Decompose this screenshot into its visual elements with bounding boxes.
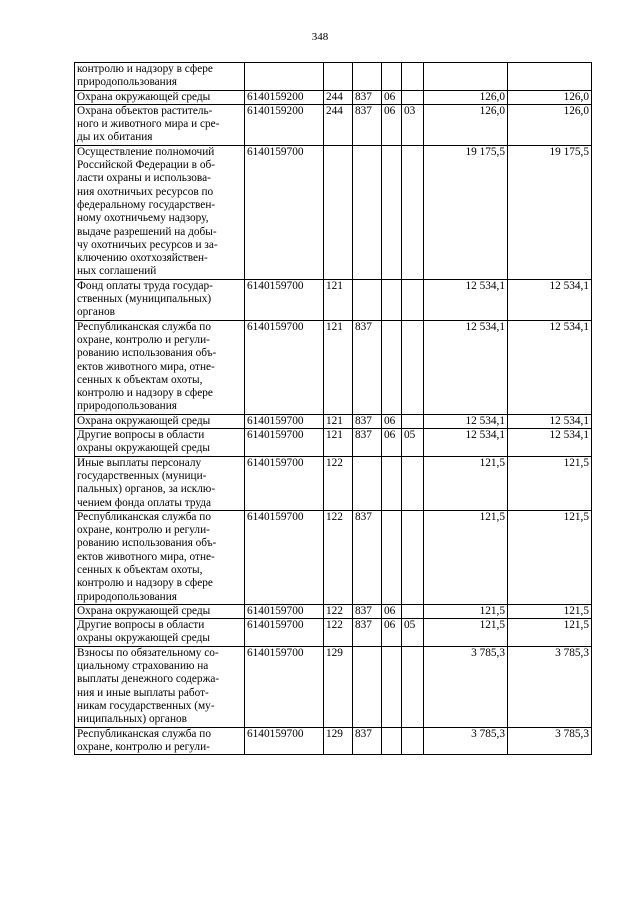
expense-name-line: федеральному государствен- — [77, 198, 216, 211]
expense-name-line: Взносы по обязательному со- — [77, 646, 219, 659]
expense-name-line: ектов животного мира, отне- — [77, 360, 215, 373]
department-code-cell — [353, 456, 382, 510]
table-body — [75, 63, 592, 755]
expense-name-line: ектов животного мира, отне- — [77, 550, 215, 563]
expense-name-line: контролю и надзору в сфере — [77, 387, 213, 400]
target-article-code-cell: 6140159700 — [245, 429, 324, 457]
subsection-code-cell: 05 — [402, 619, 424, 647]
expense-name-cell — [75, 727, 245, 755]
expense-name-line: ды их обитания — [77, 131, 153, 144]
section-code-cell: 06 — [382, 104, 402, 145]
expense-name-line: циальному страхованию на — [77, 660, 209, 673]
amount-year-1-cell: 121,5 — [424, 510, 508, 604]
department-code-cell — [353, 63, 382, 91]
amount-year-2-cell: 3 785,3 — [508, 727, 592, 755]
expense-name-line: ных соглашений — [77, 265, 157, 278]
table-row — [75, 727, 592, 755]
expense-type-code-cell: 244 — [324, 104, 353, 145]
expense-type-code-cell: 122 — [324, 604, 353, 618]
amount-year-2-cell: 121,5 — [508, 619, 592, 647]
expense-name-line: охране, контролю и регули- — [77, 740, 210, 753]
expense-name-line: ласти охраны и использова- — [77, 172, 211, 185]
expense-name-line: Охрана объектов раститель- — [77, 104, 213, 117]
table-row — [75, 429, 592, 457]
amount-year-1-cell: 121,5 — [424, 456, 508, 510]
target-article-code-cell: 6140159200 — [245, 90, 324, 104]
expense-name-cell — [75, 510, 245, 604]
department-code-cell: 837 — [353, 104, 382, 145]
expense-type-code-cell: 129 — [324, 727, 353, 755]
expense-name-line: ного и животного мира и сре- — [77, 118, 220, 131]
target-article-code-cell: 6140159700 — [245, 320, 324, 414]
subsection-code-cell — [402, 63, 424, 91]
department-code-cell: 837 — [353, 604, 382, 618]
expense-name-line: природопользования — [77, 590, 177, 603]
expense-name-cell — [75, 646, 245, 727]
amount-year-1-cell: 126,0 — [424, 90, 508, 104]
expense-name-line: Республиканская служба по — [77, 320, 211, 333]
section-code-cell: 06 — [382, 619, 402, 647]
expense-name-line: чением фонда оплаты труда — [77, 496, 212, 509]
subsection-code-cell — [402, 320, 424, 414]
section-code-cell: 06 — [382, 604, 402, 618]
subsection-code-cell — [402, 414, 424, 428]
department-code-cell: 837 — [353, 510, 382, 604]
target-article-code-cell: 6140159700 — [245, 619, 324, 647]
expense-name-line: контролю и надзору в сфере — [77, 577, 213, 590]
table-row — [75, 646, 592, 727]
amount-year-1-cell: 12 534,1 — [424, 414, 508, 428]
expense-name-line: ния охотничьих ресурсов по — [77, 185, 214, 198]
table-row — [75, 320, 592, 414]
expense-name-line: ственных (муниципальных) — [77, 293, 212, 306]
amount-year-2-cell: 121,5 — [508, 456, 592, 510]
expense-type-code-cell: 244 — [324, 90, 353, 104]
table-row — [75, 63, 592, 91]
table-row — [75, 414, 592, 428]
expense-type-code-cell — [324, 63, 353, 91]
expense-name-line: выплаты денежного содержа- — [77, 673, 220, 686]
section-code-cell — [382, 320, 402, 414]
amount-year-2-cell: 126,0 — [508, 104, 592, 145]
expense-type-code-cell: 122 — [324, 619, 353, 647]
amount-year-2-cell: 126,0 — [508, 90, 592, 104]
amount-year-1-cell: 3 785,3 — [424, 646, 508, 727]
expense-name-line: охраны окружающей среды — [77, 632, 210, 645]
amount-year-2-cell: 121,5 — [508, 510, 592, 604]
expense-name-line: контролю и надзору в сфере — [77, 63, 213, 75]
expense-type-code-cell — [324, 145, 353, 279]
expense-name-line: охраны окружающей среды — [77, 442, 210, 455]
subsection-code-cell: 05 — [402, 429, 424, 457]
expense-name-line: Российской Федерации в об- — [77, 159, 215, 172]
page-number: 348 — [311, 31, 329, 43]
subsection-code-cell — [402, 90, 424, 104]
subsection-code-cell — [402, 456, 424, 510]
expense-name-cell — [75, 145, 245, 279]
expense-name-line: Другие вопросы в области — [77, 429, 205, 442]
table-row — [75, 510, 592, 604]
amount-year-2-cell: 121,5 — [508, 604, 592, 618]
expense-name-line: Республиканская служба по — [77, 510, 211, 523]
expense-name-cell — [75, 619, 245, 647]
section-code-cell — [382, 646, 402, 727]
expense-name-cell — [75, 63, 245, 91]
section-code-cell — [382, 510, 402, 604]
table-row — [75, 145, 592, 279]
target-article-code-cell: 6140159700 — [245, 727, 324, 755]
table-row — [75, 604, 592, 618]
expense-name-line: никам государственных (му- — [77, 699, 215, 712]
amount-year-1-cell: 126,0 — [424, 104, 508, 145]
subsection-code-cell — [402, 646, 424, 727]
section-code-cell: 06 — [382, 90, 402, 104]
department-code-cell: 837 — [353, 619, 382, 647]
expense-name-cell — [75, 320, 245, 414]
expense-name-line: Охрана окружающей среды — [77, 414, 211, 427]
expense-name-line: сенных к объектам охоты, — [77, 563, 203, 576]
target-article-code-cell: 6140159700 — [245, 414, 324, 428]
expense-name-line: ному охотничьему надзору, — [77, 212, 209, 225]
subsection-code-cell — [402, 604, 424, 618]
table-row — [75, 456, 592, 510]
expense-type-code-cell: 122 — [324, 456, 353, 510]
department-code-cell: 837 — [353, 429, 382, 457]
department-code-cell: 837 — [353, 320, 382, 414]
department-code-cell: 837 — [353, 90, 382, 104]
expense-name-line: ния и иные выплаты работ- — [77, 686, 209, 699]
expense-name-line: Охрана окружающей среды — [77, 90, 211, 103]
department-code-cell — [353, 279, 382, 320]
section-code-cell: 06 — [382, 429, 402, 457]
expense-name-cell — [75, 104, 245, 145]
expense-name-line: Иные выплаты персоналу — [77, 456, 202, 469]
expense-name-cell — [75, 414, 245, 428]
expense-name-cell — [75, 604, 245, 618]
amount-year-1-cell: 12 534,1 — [424, 429, 508, 457]
expense-name-line: сенных к объектам охоты, — [77, 373, 203, 386]
subsection-code-cell — [402, 145, 424, 279]
amount-year-2-cell: 12 534,1 — [508, 279, 592, 320]
expense-name-line: чу охотничьих ресурсов и за- — [77, 238, 218, 251]
target-article-code-cell: 6140159700 — [245, 510, 324, 604]
amount-year-1-cell: 19 175,5 — [424, 145, 508, 279]
expense-name-line: природопользования — [77, 76, 177, 89]
amount-year-2-cell — [508, 63, 592, 91]
department-code-cell — [353, 145, 382, 279]
expense-name-line: Фонд оплаты труда государ- — [77, 279, 213, 292]
table-row — [75, 619, 592, 647]
amount-year-1-cell: 121,5 — [424, 604, 508, 618]
expense-type-code-cell: 129 — [324, 646, 353, 727]
department-code-cell: 837 — [353, 727, 382, 755]
section-code-cell — [382, 145, 402, 279]
budget-table — [74, 62, 592, 755]
expense-name-line: пальных) органов, за исклю- — [77, 483, 216, 496]
subsection-code-cell: 03 — [402, 104, 424, 145]
subsection-code-cell — [402, 510, 424, 604]
expense-name-line: Другие вопросы в области — [77, 619, 205, 632]
target-article-code-cell: 6140159700 — [245, 145, 324, 279]
section-code-cell — [382, 727, 402, 755]
subsection-code-cell — [402, 279, 424, 320]
expense-name-cell — [75, 279, 245, 320]
target-article-code-cell: 6140159200 — [245, 104, 324, 145]
expense-name-line: ключению охотхозяйствен- — [77, 252, 208, 265]
subsection-code-cell — [402, 727, 424, 755]
expense-type-code-cell: 121 — [324, 429, 353, 457]
target-article-code-cell: 6140159700 — [245, 604, 324, 618]
amount-year-2-cell: 12 534,1 — [508, 414, 592, 428]
table-row — [75, 90, 592, 104]
target-article-code-cell: 6140159700 — [245, 456, 324, 510]
target-article-code-cell — [245, 63, 324, 91]
amount-year-1-cell — [424, 63, 508, 91]
expense-name-line: рованию использования объ- — [77, 347, 217, 360]
expense-name-line: органов — [77, 306, 115, 319]
expense-type-code-cell: 121 — [324, 279, 353, 320]
expense-name-line: охране, контролю и регули- — [77, 524, 210, 537]
amount-year-1-cell: 121,5 — [424, 619, 508, 647]
expense-name-cell — [75, 429, 245, 457]
table-row — [75, 279, 592, 320]
expense-name-cell — [75, 456, 245, 510]
section-code-cell: 06 — [382, 414, 402, 428]
expense-name-line: Осуществление полномочий — [77, 145, 215, 158]
expense-name-line: выдаче разрешений на добы- — [77, 225, 217, 238]
amount-year-1-cell: 12 534,1 — [424, 320, 508, 414]
amount-year-2-cell: 12 534,1 — [508, 429, 592, 457]
expense-name-line: государственных (муници- — [77, 469, 207, 482]
section-code-cell — [382, 279, 402, 320]
table-row — [75, 104, 592, 145]
target-article-code-cell: 6140159700 — [245, 646, 324, 727]
expense-name-line: Охрана окружающей среды — [77, 604, 211, 617]
expense-name-line: охране, контролю и регули- — [77, 333, 210, 346]
section-code-cell — [382, 63, 402, 91]
target-article-code-cell: 6140159700 — [245, 279, 324, 320]
expense-name-line: природопользования — [77, 400, 177, 413]
expense-type-code-cell: 121 — [324, 414, 353, 428]
amount-year-1-cell: 3 785,3 — [424, 727, 508, 755]
amount-year-2-cell: 12 534,1 — [508, 320, 592, 414]
expense-type-code-cell: 121 — [324, 320, 353, 414]
department-code-cell: 837 — [353, 414, 382, 428]
expense-type-code-cell: 122 — [324, 510, 353, 604]
expense-name-cell — [75, 90, 245, 104]
section-code-cell — [382, 456, 402, 510]
amount-year-1-cell: 12 534,1 — [424, 279, 508, 320]
amount-year-2-cell: 3 785,3 — [508, 646, 592, 727]
expense-name-line: Республиканская служба по — [77, 727, 211, 740]
expense-name-line: рованию использования объ- — [77, 537, 217, 550]
amount-year-2-cell: 19 175,5 — [508, 145, 592, 279]
expense-name-line: ниципальных) органов — [77, 713, 187, 726]
department-code-cell — [353, 646, 382, 727]
